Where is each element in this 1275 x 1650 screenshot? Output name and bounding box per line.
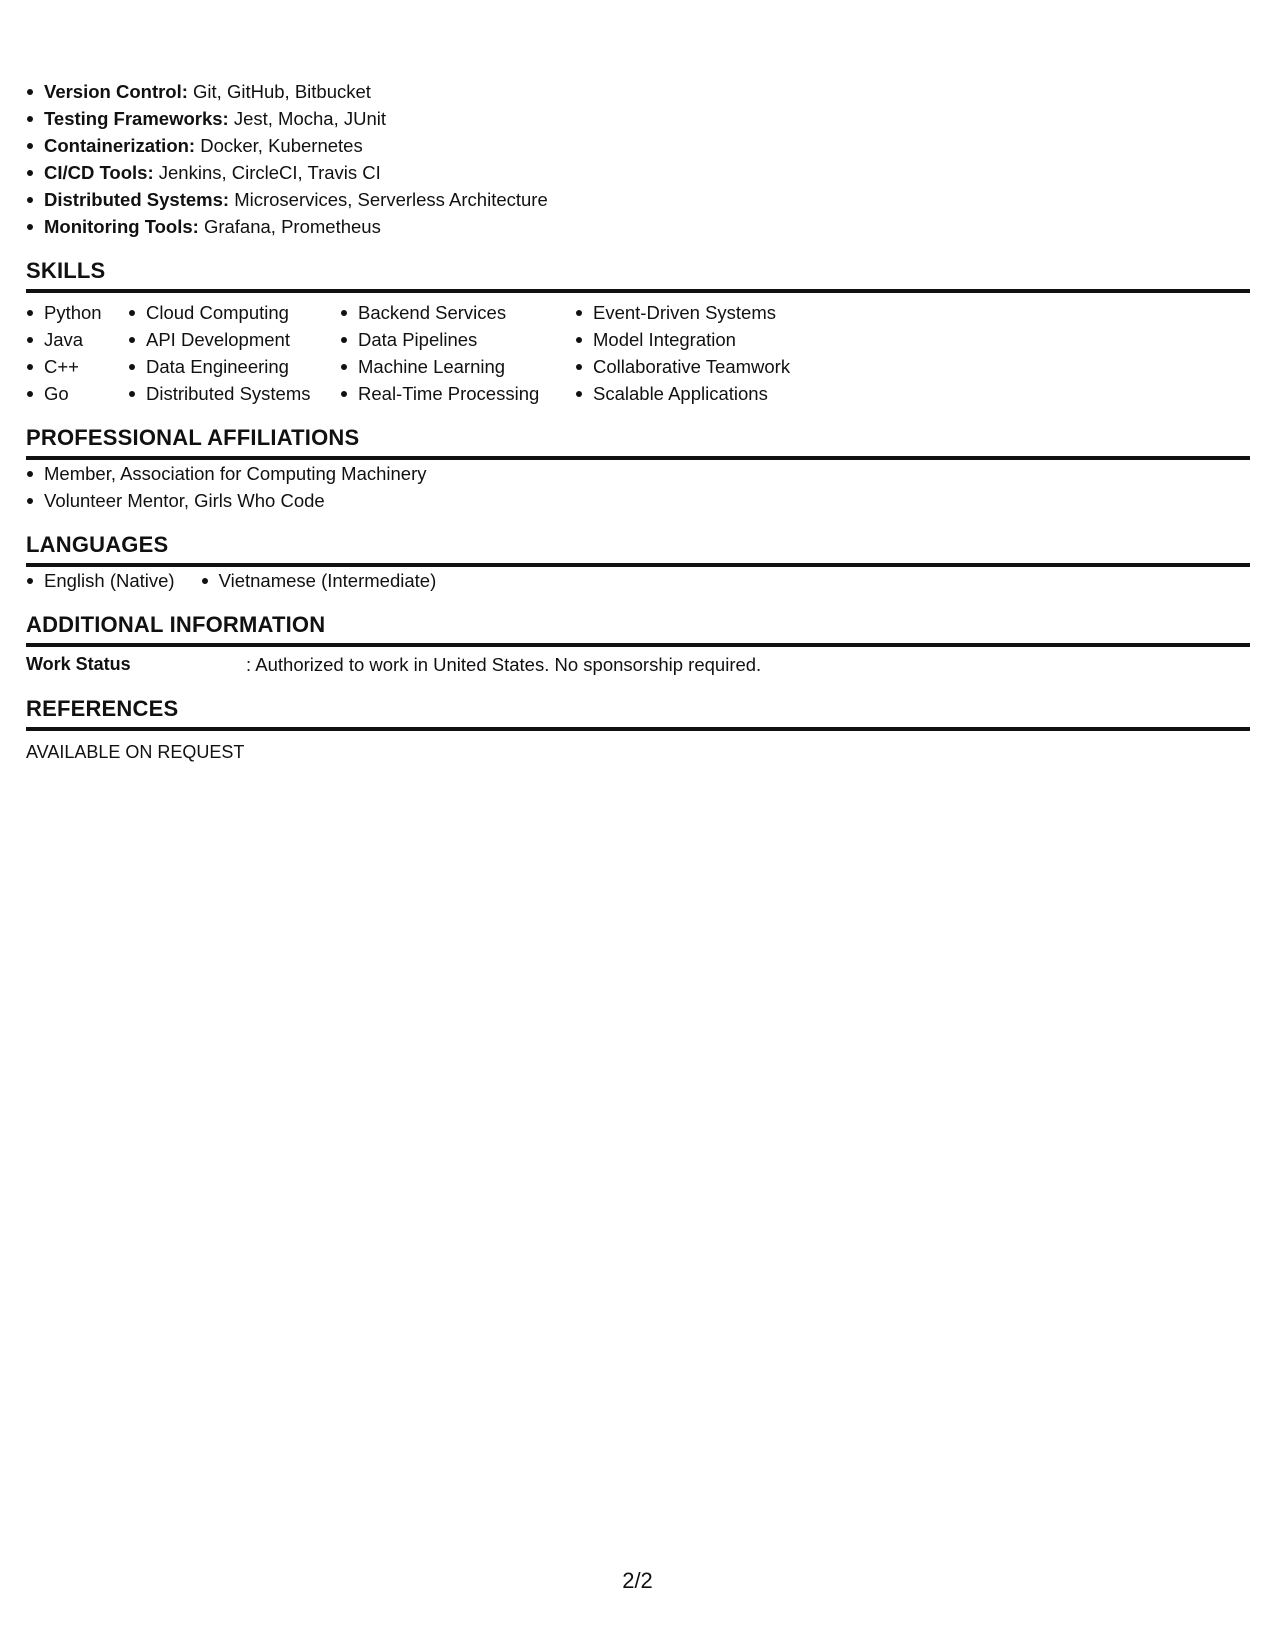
affiliation-item: Volunteer Mentor, Girls Who Code [26,487,1250,514]
skill-item: API Development [128,326,316,353]
languages-heading: LANGUAGES [26,530,1250,567]
language-item: English (Native) [26,567,175,594]
additional-info-heading: ADDITIONAL INFORMATION [26,610,1250,647]
list-item [26,105,1250,132]
skill-item: C++ [26,353,106,380]
tool-label: Containerization: [44,135,196,156]
tool-label: Testing Frameworks: [44,108,229,129]
tool-value: Jenkins, CircleCI, Travis CI [158,162,381,183]
skill-item: Model Integration [575,326,790,353]
work-status-value: : Authorized to work in United States. No sponsorship required. [246,654,762,675]
references-heading: REFERENCES [26,694,1250,731]
skills-heading: SKILLS [26,256,1250,293]
tool-value: Microservices, Serverless Architecture [234,189,548,210]
tools-list [26,78,1250,240]
work-status-row [26,651,1250,678]
affiliation-item: Member, Association for Computing Machinery [26,460,1250,487]
affiliations-list [26,460,1250,514]
skills-column [128,299,316,407]
tool-label: CI/CD Tools: [44,162,154,183]
tool-value: Grafana, Prometheus [203,216,381,237]
skills-column [26,299,106,407]
skills-column [340,299,550,407]
skill-item: Backend Services [340,299,550,326]
tool-label: Distributed Systems: [44,189,230,210]
list-item [26,78,1250,105]
tool-label: Monitoring Tools: [44,216,199,237]
languages-list [26,567,1250,594]
references-text: AVAILABLE ON REQUEST [26,742,245,762]
resume-page [26,78,1250,766]
skill-item: Data Engineering [128,353,316,380]
skill-item: Data Pipelines [340,326,550,353]
skill-item: Collaborative Teamwork [575,353,790,380]
page-number: 2/2 [622,1568,653,1593]
skill-item: Python [26,299,106,326]
tool-label: Version Control: [44,81,188,102]
list-item [26,132,1250,159]
skill-item: Go [26,380,106,407]
skill-item: Scalable Applications [575,380,790,407]
skills-grid [26,299,1250,407]
skill-item: Machine Learning [340,353,550,380]
skill-item: Cloud Computing [128,299,316,326]
language-item: Vietnamese (Intermediate) [201,567,437,594]
list-item [26,213,1250,240]
skill-item: Event-Driven Systems [575,299,790,326]
skill-item: Real-Time Processing [340,380,550,407]
skill-item: Distributed Systems [128,380,316,407]
list-item [26,159,1250,186]
list-item [26,186,1250,213]
tool-value: Docker, Kubernetes [200,135,363,156]
skills-column [575,299,790,407]
skill-item: Java [26,326,106,353]
tool-value: Jest, Mocha, JUnit [233,108,387,129]
affiliations-heading: PROFESSIONAL AFFILIATIONS [26,423,1250,460]
tool-value: Git, GitHub, Bitbucket [193,81,371,102]
work-status-label: Work Status [26,654,131,674]
